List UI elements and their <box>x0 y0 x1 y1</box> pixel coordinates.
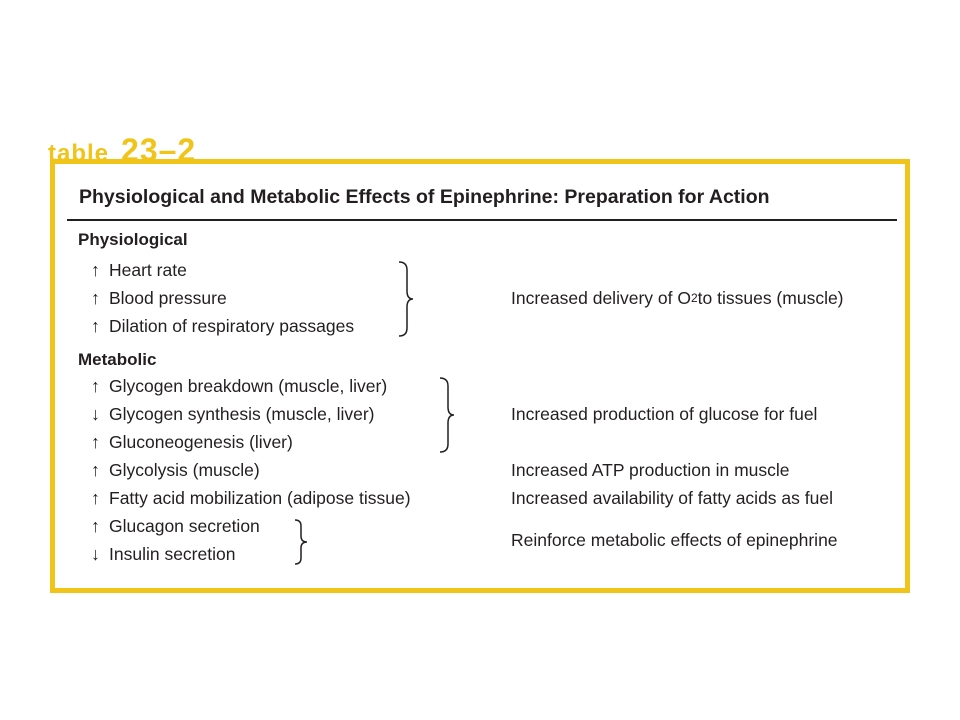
item-text: Glycogen breakdown (muscle, liver) <box>109 375 388 396</box>
list-item <box>91 314 354 338</box>
arrow-icon: ↓ <box>91 543 100 564</box>
list-item <box>91 258 187 282</box>
effect-fatty-acids: Increased availability of fatty acids as fuel <box>511 487 833 508</box>
section-heading-metabolic: Metabolic <box>78 350 157 369</box>
item-text: Fatty acid mobilization (adipose tissue) <box>109 487 411 508</box>
table-title: Physiological and Metabolic Effects of Epinephrine: Preparation for Action <box>79 186 770 208</box>
arrow-icon: ↑ <box>91 487 100 508</box>
brace-icon <box>397 260 415 338</box>
list-item <box>91 514 260 538</box>
list-item <box>91 486 411 510</box>
arrow-icon: ↑ <box>91 515 100 536</box>
table-word: table <box>48 140 110 167</box>
list-item <box>91 458 260 482</box>
brace-icon <box>438 376 456 454</box>
list-item <box>91 402 375 426</box>
list-item <box>91 374 387 398</box>
list-item <box>91 430 293 454</box>
arrow-icon: ↑ <box>91 459 100 480</box>
item-text: Glucagon secretion <box>109 515 260 536</box>
effect-text: Increased delivery of O <box>511 287 691 308</box>
arrow-icon: ↑ <box>91 375 100 396</box>
effect-subscript: 2 <box>690 291 698 305</box>
effect-reinforce: Reinforce metabolic effects of epinephrine <box>511 529 838 550</box>
list-item <box>91 542 235 566</box>
list-item <box>91 286 227 310</box>
table-number: 23–2 <box>121 132 197 168</box>
item-text: Glycolysis (muscle) <box>109 459 260 480</box>
brace-icon <box>293 518 309 566</box>
effect-atp-production: Increased ATP production in muscle <box>511 459 790 480</box>
item-text: Gluconeogenesis (liver) <box>109 431 293 452</box>
item-text: Blood pressure <box>109 287 227 308</box>
title-rule <box>67 219 897 221</box>
effect-text-suffix: to tissues (muscle) <box>697 287 844 308</box>
arrow-icon: ↑ <box>91 431 100 452</box>
section-heading-physiological: Physiological <box>78 230 188 249</box>
effect-glucose-production: Increased production of glucose for fuel <box>511 403 818 424</box>
effect-oxygen-delivery <box>511 286 844 310</box>
item-text: Heart rate <box>109 259 187 280</box>
arrow-icon: ↓ <box>91 403 100 424</box>
arrow-icon: ↑ <box>91 259 100 280</box>
arrow-icon: ↑ <box>91 287 100 308</box>
item-text: Dilation of respiratory passages <box>109 315 355 336</box>
item-text: Glycogen synthesis (muscle, liver) <box>109 403 375 424</box>
arrow-icon: ↑ <box>91 315 100 336</box>
table-frame <box>50 159 910 593</box>
item-text: Insulin secretion <box>109 543 236 564</box>
